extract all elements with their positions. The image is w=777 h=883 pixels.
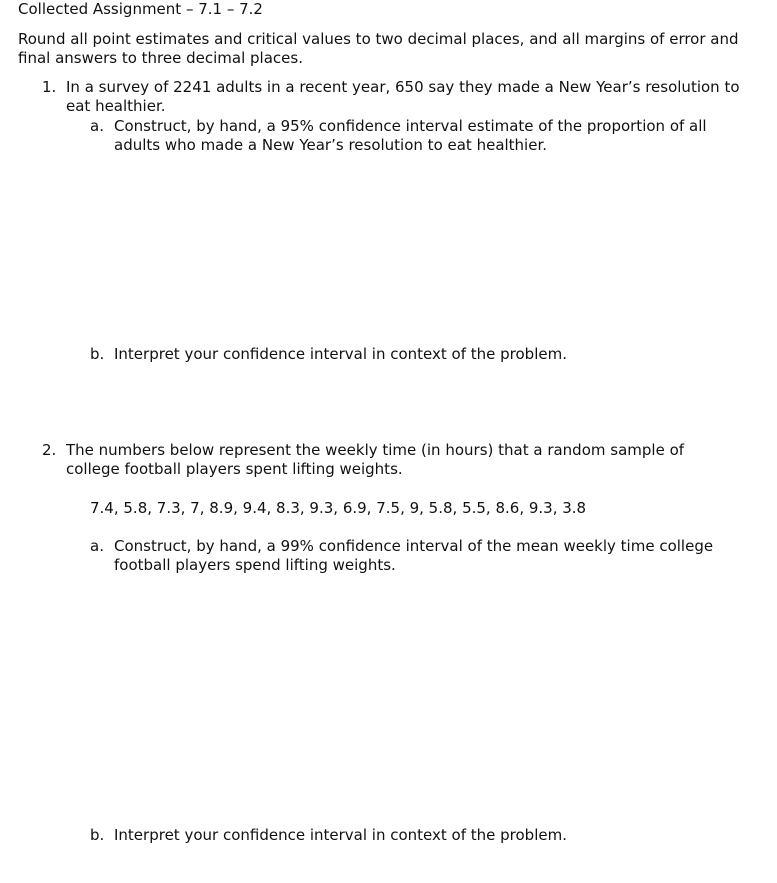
question-1-part-a [90, 117, 730, 155]
question-1-part-b-text: Interpret your confidence interval in context of the problem. [114, 345, 567, 363]
question-2-part-a-letter: a. [90, 537, 104, 555]
document-title: Collected Assignment – 7.1 – 7.2 [18, 0, 263, 18]
question-2-part-b-text: Interpret your confidence interval in context of the problem. [114, 826, 567, 844]
question-2-number: 2. [42, 441, 57, 459]
question-2-text: The numbers below represent the weekly time (in hours) that a random sample of college football players spent lifting weights. [66, 441, 685, 478]
question-2 [42, 441, 742, 479]
question-1-number: 1. [42, 78, 57, 96]
question-2-part-b [90, 826, 730, 845]
question-1-part-a-text: Construct, by hand, a 95% confidence interval estimate of the proportion of all adults who made a New Year’s resolution to eat healthier. [114, 117, 707, 154]
question-1-text: In a survey of 2241 adults in a recent year, 650 say they made a New Year’s resolution to eat healthier. [66, 78, 740, 115]
question-1-part-a-letter: a. [90, 117, 104, 135]
question-1-part-b-letter: b. [90, 345, 105, 363]
question-2-part-a [90, 537, 730, 575]
instructions-paragraph: Round all point estimates and critical values to two decimal places, and all margins of error and final answers to three decimal places. [18, 30, 739, 67]
question-1-part-b [90, 345, 730, 364]
question-2-data: 7.4, 5.8, 7.3, 7, 8.9, 9.4, 8.3, 9.3, 6.9, 7.5, 9, 5.8, 5.5, 8.6, 9.3, 3.8 [90, 499, 587, 517]
question-2-part-b-letter: b. [90, 826, 105, 844]
question-2-part-a-text: Construct, by hand, a 99% confidence interval of the mean weekly time college football players spend lifting weights. [114, 537, 714, 574]
question-1 [42, 78, 742, 116]
